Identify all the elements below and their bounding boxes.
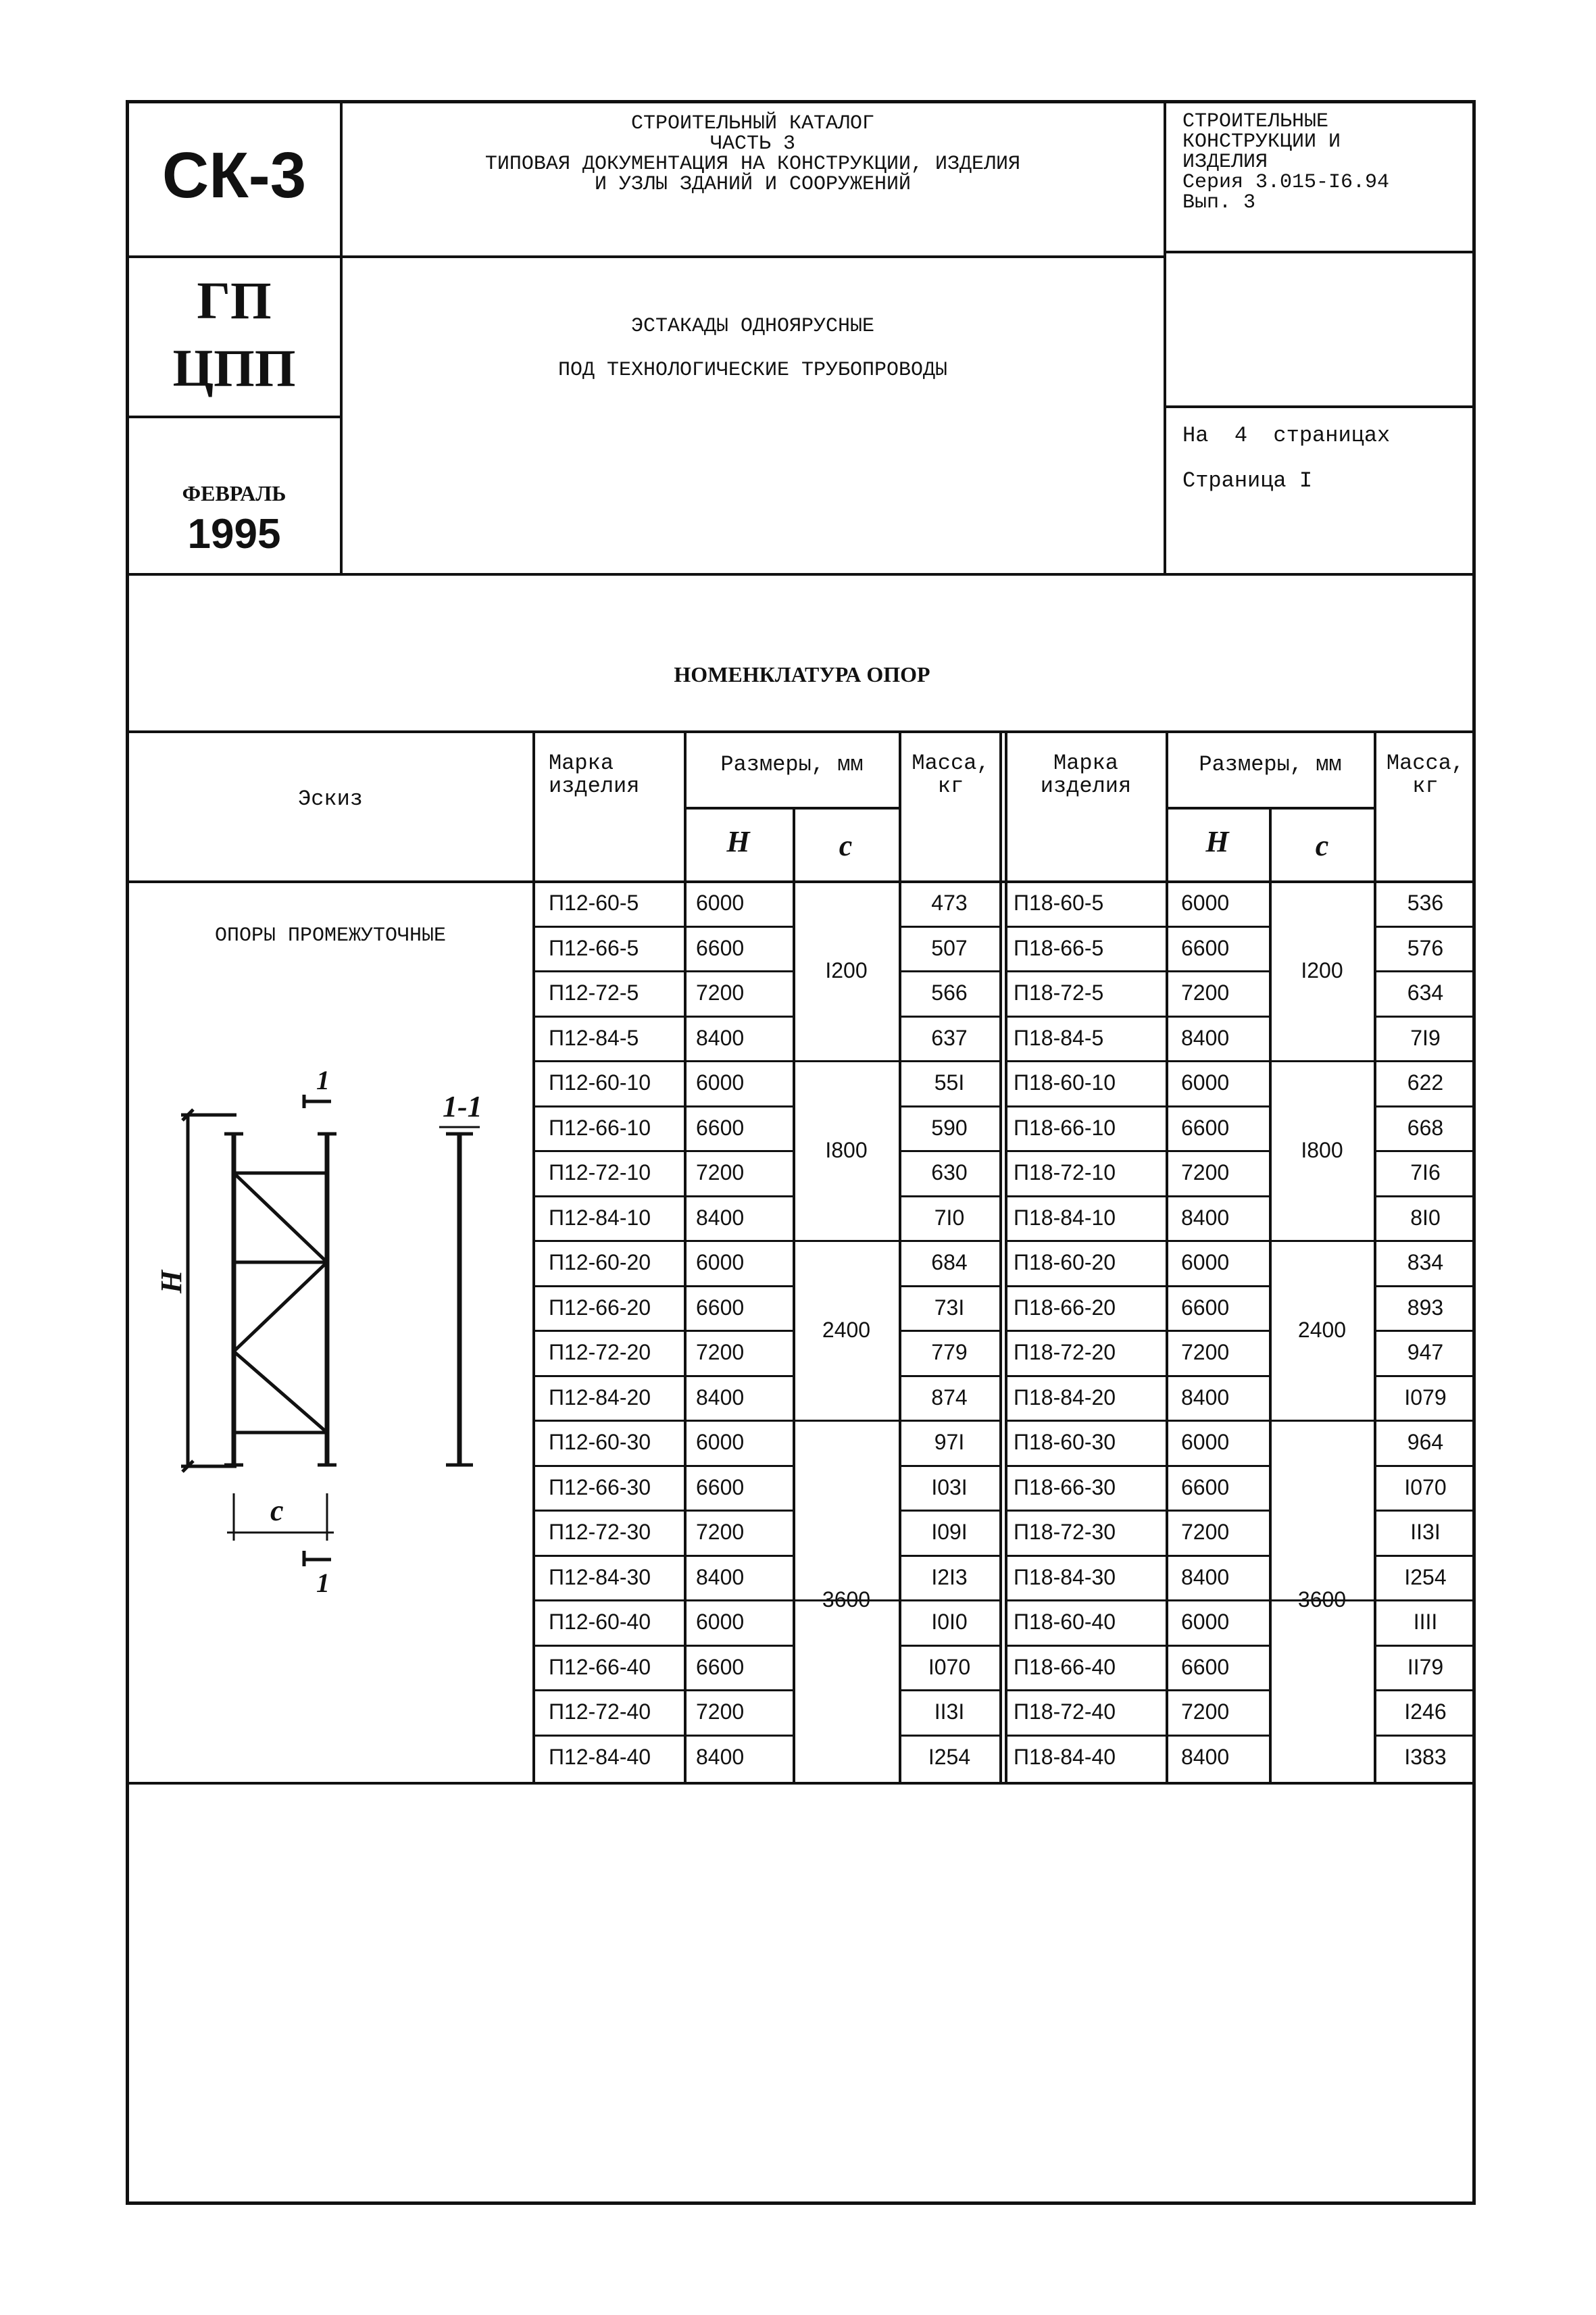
row-line (1374, 1240, 1476, 1242)
row-line (1005, 1060, 1167, 1062)
row-line (1374, 1510, 1476, 1512)
table-row-mass: I0I0 (931, 1610, 968, 1634)
catalog-title: СТРОИТЕЛЬНЫЙ КАТАЛОГ ЧАСТЬ 3 ТИПОВАЯ ДОКУМЕНТАЦИЯ НА КОНСТРУКЦИИ, ИЗДЕЛИЯ И УЗЛЫ ЗДАНИЙ И СООРУЖЕНИЙ (484, 112, 1021, 196)
table-row-h: 7200 (1181, 980, 1230, 1005)
table-row-mark: П12-60-40 (549, 1610, 651, 1634)
table-row-h: 6000 (696, 1610, 745, 1634)
table-row-mass: 73I (934, 1295, 965, 1320)
sketch-h-label: H (155, 1270, 188, 1293)
table-row-mass: I079 (1404, 1385, 1447, 1410)
table-row-h: 6600 (696, 935, 745, 960)
row-line (899, 1060, 1001, 1062)
row-line (1374, 1420, 1476, 1422)
row-line (1166, 1465, 1270, 1467)
row-line (1166, 926, 1270, 928)
table-row-mark: П12-84-30 (549, 1564, 651, 1589)
c-group-value-right: 3600 (1297, 1587, 1347, 1612)
row-line (1005, 1645, 1167, 1647)
table-row-mark: П12-66-10 (549, 1115, 651, 1140)
row-line (1374, 1195, 1476, 1197)
table-row-mass: 684 (931, 1250, 968, 1274)
row-line (899, 1735, 1001, 1737)
row-line (1005, 1465, 1167, 1467)
group-line (1166, 1240, 1375, 1242)
row-line (1005, 926, 1167, 928)
table-row-h: 8400 (696, 1564, 745, 1589)
table-row-mark: П18-66-30 (1014, 1474, 1116, 1499)
table-row-mass: 630 (931, 1160, 968, 1185)
table-row-mass: 473 (931, 891, 968, 915)
table-bottom-line (128, 1782, 1476, 1785)
table-row-h: 8400 (1181, 1025, 1230, 1050)
table-row-h: 6600 (1181, 1654, 1230, 1679)
row-line (1166, 970, 1270, 972)
table-row-mass: IIII (1413, 1610, 1438, 1634)
col-line-h (684, 730, 687, 1783)
row-line (1374, 1150, 1476, 1152)
header-c-right: c (1315, 829, 1329, 862)
table-row-h: 8400 (696, 1385, 745, 1410)
header-mass-left: Масса, кг (912, 751, 990, 799)
row-line (532, 1689, 685, 1691)
table-row-mark: П18-72-5 (1014, 980, 1104, 1005)
group-line (684, 1060, 900, 1062)
table-row-h: 7200 (1181, 1160, 1230, 1185)
sketch-section-label: 1-1 (443, 1090, 482, 1123)
table-row-mark: П12-72-30 (549, 1520, 651, 1544)
table-row-mass: 576 (1407, 935, 1444, 960)
row-line (684, 1375, 794, 1377)
row-line (899, 926, 1001, 928)
table-row-mass: 590 (931, 1115, 968, 1140)
row-line (899, 1555, 1001, 1557)
table-row-mark: П18-72-20 (1014, 1340, 1116, 1364)
table-row-mark: П18-72-30 (1014, 1520, 1116, 1544)
table-row-mark: П18-72-40 (1014, 1699, 1116, 1724)
table-row-mark: П12-84-40 (549, 1744, 651, 1769)
row-line (899, 1285, 1001, 1287)
row-line (532, 1599, 685, 1601)
row-line (1374, 970, 1476, 972)
row-line (899, 1240, 1001, 1242)
row-line (684, 970, 794, 972)
row-line (532, 1375, 685, 1377)
table-row-mark: П12-60-20 (549, 1250, 651, 1274)
table-row-mark: П12-66-5 (549, 935, 639, 960)
row-line (684, 1510, 794, 1512)
table-row-h: 6600 (696, 1474, 745, 1499)
table-row-mass: 8I0 (1410, 1205, 1441, 1230)
table-row-h: 6600 (696, 1654, 745, 1679)
row-line (899, 1105, 1001, 1107)
row-line (899, 1330, 1001, 1332)
row-line (532, 1150, 685, 1152)
subject-line2: ПОД ТЕХНОЛОГИЧЕСКИЕ ТРУБОПРОВОДЫ (557, 359, 948, 382)
table-row-mark: П18-60-5 (1014, 891, 1104, 915)
group-line (684, 1420, 900, 1422)
stamp-divider (340, 101, 343, 574)
stamp-org-line2: ЦПП (172, 339, 296, 397)
col-line-mark (532, 730, 535, 1783)
col-line-mid2 (1005, 730, 1007, 1783)
row-line (899, 1645, 1001, 1647)
row-line (899, 1150, 1001, 1152)
table-row-h: 6000 (696, 1250, 745, 1274)
table-row-mark: П12-84-10 (549, 1205, 651, 1230)
stamp-month: ФЕВРАЛЬ (182, 481, 286, 505)
c-group-value-right: I800 (1301, 1138, 1343, 1162)
row-line (1005, 1735, 1167, 1737)
table-top-line (128, 730, 1476, 733)
pages-total: На 4 страницах (1182, 423, 1391, 448)
table-row-mark: П18-60-40 (1014, 1610, 1116, 1634)
row-line (1374, 1689, 1476, 1691)
table-row-h: 6000 (696, 1070, 745, 1095)
table-row-h: 8400 (1181, 1205, 1230, 1230)
table-row-mark: П18-66-5 (1014, 935, 1104, 960)
c-group-value-left: I800 (825, 1138, 868, 1162)
row-line (1374, 1465, 1476, 1467)
table-row-mark: П12-84-5 (549, 1025, 639, 1050)
row-line (1166, 1105, 1270, 1107)
table-row-mass: 947 (1407, 1340, 1444, 1364)
subject-line1: ЭСТАКАДЫ ОДНОЯРУСНЫЕ (630, 315, 875, 338)
c-group-value-right: 2400 (1297, 1318, 1347, 1342)
row-line (532, 1420, 685, 1422)
table-header-bottom (128, 880, 1476, 883)
table-row-mass: 874 (931, 1385, 968, 1410)
row-line (1166, 1330, 1270, 1332)
sketch-c-label: c (270, 1494, 284, 1527)
table-title: НОМЕНКЛАТУРА ОПОР (674, 662, 930, 687)
header-c-left: c (839, 829, 853, 862)
row-line (899, 1420, 1001, 1422)
table-row-h: 6600 (1181, 1295, 1230, 1320)
table-row-mass: 55I (934, 1070, 965, 1095)
row-line (532, 970, 685, 972)
row-line (532, 1240, 685, 1242)
row-line (532, 1195, 685, 1197)
row-line (1166, 1555, 1270, 1557)
row-line (1374, 1016, 1476, 1018)
row-line (1374, 1060, 1476, 1062)
table-row-mass: I03I (931, 1474, 968, 1499)
header-mass-right: Масса, кг (1386, 751, 1465, 799)
row-line (532, 1285, 685, 1287)
col-line-h-right (1166, 730, 1168, 1783)
row-line (1166, 1375, 1270, 1377)
table-row-h: 6600 (696, 1295, 745, 1320)
c-group-value-left: 2400 (822, 1318, 871, 1342)
table-row-h: 7200 (696, 1340, 745, 1364)
table-row-mark: П18-84-20 (1014, 1385, 1116, 1410)
table-row-mass: II3I (1410, 1520, 1441, 1544)
table-row-mark: П12-72-20 (549, 1340, 651, 1364)
c-group-value-left: I200 (825, 958, 868, 982)
table-row-mark: П18-60-20 (1014, 1250, 1116, 1274)
table-row-mass: I383 (1404, 1744, 1447, 1769)
table-row-h: 6600 (696, 1115, 745, 1140)
table-row-mark: П18-72-10 (1014, 1160, 1116, 1185)
group-line (1166, 1420, 1375, 1422)
table-row-mark: П18-84-30 (1014, 1564, 1116, 1589)
row-line (1005, 1510, 1167, 1512)
row-line (1166, 1195, 1270, 1197)
row-line (532, 1645, 685, 1647)
table-row-mass: 536 (1407, 891, 1444, 915)
table-row-h: 6000 (696, 1430, 745, 1454)
row-line (899, 1195, 1001, 1197)
row-line (1374, 1375, 1476, 1377)
sketch-cut-top-label: 1 (316, 1065, 330, 1095)
row-line (1005, 1375, 1167, 1377)
row-line (1005, 1195, 1167, 1197)
section-divider (1164, 101, 1166, 574)
table-row-h: 8400 (696, 1744, 745, 1769)
row-line (684, 1330, 794, 1332)
catalog-section: СТРОИТЕЛЬНЫЕ КОНСТРУКЦИИ И ИЗДЕЛИЯ Серия 3.015-I6.94 Вып. 3 (1182, 110, 1390, 214)
header-h-left: H (726, 825, 750, 858)
table-row-mark: П12-84-20 (549, 1385, 651, 1410)
table-row-mass: I070 (1404, 1474, 1447, 1499)
table-row-mass: 566 (931, 980, 968, 1005)
col-line-mid1 (999, 730, 1002, 1783)
table-row-h: 7200 (696, 980, 745, 1005)
section-divider-h2 (1164, 405, 1476, 408)
table-row-mark: П18-60-10 (1014, 1070, 1116, 1095)
table-row-mark: П12-60-10 (549, 1070, 651, 1095)
table-row-mark: П12-66-40 (549, 1654, 651, 1679)
table-row-mass: I2I3 (931, 1564, 968, 1589)
table-row-h: 7200 (1181, 1520, 1230, 1544)
table-row-mass: 634 (1407, 980, 1444, 1005)
support-sketch (155, 1054, 527, 1601)
group-line (1166, 1060, 1375, 1062)
row-line (684, 1016, 794, 1018)
sketch-cut-bottom-label: 1 (316, 1568, 330, 1598)
row-line (684, 1105, 794, 1107)
table-row-h: 8400 (1181, 1385, 1230, 1410)
header-mark-left: Марка изделия (549, 751, 640, 799)
table-row-mass: I070 (928, 1654, 971, 1679)
row-line (1166, 1150, 1270, 1152)
header-sketch: Эскиз (297, 787, 363, 812)
c-group-value-left: 3600 (822, 1587, 871, 1612)
table-row-h: 6000 (1181, 1610, 1230, 1634)
row-line (899, 1016, 1001, 1018)
header-bottom-line (128, 573, 1476, 576)
table-row-mark: П12-72-40 (549, 1699, 651, 1724)
row-line (684, 1555, 794, 1557)
table-row-mass: 779 (931, 1340, 968, 1364)
table-row-mass: 637 (931, 1025, 968, 1050)
table-row-mass: II3I (934, 1699, 965, 1724)
table-row-h: 7200 (696, 1520, 745, 1544)
table-row-mark: П18-84-5 (1014, 1025, 1104, 1050)
table-row-mark: П18-66-40 (1014, 1654, 1116, 1679)
row-line (1374, 1285, 1476, 1287)
table-row-mark: П18-66-20 (1014, 1295, 1116, 1320)
row-line (1005, 1240, 1167, 1242)
header-dims-left: Размеры, мм (720, 752, 864, 777)
row-line (899, 970, 1001, 972)
row-line (1374, 1330, 1476, 1332)
table-row-h: 6000 (1181, 1430, 1230, 1454)
stamp-divider-h (128, 416, 341, 418)
group-line (684, 1240, 900, 1242)
table-row-h: 8400 (1181, 1744, 1230, 1769)
row-line (684, 926, 794, 928)
stamp-year: 1995 (187, 511, 281, 557)
row-line (1005, 1105, 1167, 1107)
header-dims-right: Размеры, мм (1199, 752, 1342, 777)
row-line (532, 1465, 685, 1467)
row-line (1005, 1330, 1167, 1332)
row-line (1005, 1599, 1167, 1601)
table-row-h: 7200 (696, 1699, 745, 1724)
row-line (532, 1105, 685, 1107)
table-row-mark: П18-66-10 (1014, 1115, 1116, 1140)
table-row-mark: П12-66-20 (549, 1295, 651, 1320)
row-line (1166, 1735, 1270, 1737)
row-line (1374, 1555, 1476, 1557)
header-mark-right: Марка изделия (1040, 751, 1132, 799)
table-row-h: 6600 (1181, 1115, 1230, 1140)
row-line (684, 1465, 794, 1467)
row-line (1005, 1150, 1167, 1152)
row-line (532, 1016, 685, 1018)
row-line (1166, 1645, 1270, 1647)
row-line (1005, 1555, 1167, 1557)
row-line (684, 1645, 794, 1647)
table-row-mass: I246 (1404, 1699, 1447, 1724)
table-row-mark: П12-72-5 (549, 980, 639, 1005)
row-line (532, 1555, 685, 1557)
table-row-h: 6600 (1181, 1474, 1230, 1499)
row-line (1374, 1599, 1476, 1601)
stamp-org-line1: ГП (197, 271, 272, 330)
table-row-mark: П18-60-30 (1014, 1430, 1116, 1454)
table-row-mass: 964 (1407, 1430, 1444, 1454)
table-row-mass: II79 (1407, 1654, 1444, 1679)
row-line (899, 1599, 1001, 1601)
c-group-value-right: I200 (1301, 958, 1343, 982)
row-line (1374, 1105, 1476, 1107)
table-row-mass: I254 (928, 1744, 971, 1769)
row-line (899, 1689, 1001, 1691)
table-row-mass: 893 (1407, 1295, 1444, 1320)
table-row-mark: П18-84-10 (1014, 1205, 1116, 1230)
table-row-h: 8400 (1181, 1564, 1230, 1589)
table-row-mark: П12-60-5 (549, 891, 639, 915)
row-line (684, 1285, 794, 1287)
table-row-mass: 7I9 (1410, 1025, 1441, 1050)
table-row-mass: 97I (934, 1430, 965, 1454)
row-line (532, 1330, 685, 1332)
row-line (1005, 1285, 1167, 1287)
table-row-mass: 668 (1407, 1115, 1444, 1140)
row-line (1166, 1689, 1270, 1691)
table-row-mass: 7I0 (934, 1205, 965, 1230)
table-row-h: 7200 (1181, 1340, 1230, 1364)
row-line (532, 1510, 685, 1512)
table-row-h: 6600 (1181, 935, 1230, 960)
table-row-h: 7200 (1181, 1699, 1230, 1724)
table-row-h: 6000 (1181, 1070, 1230, 1095)
table-row-mass: 834 (1407, 1250, 1444, 1274)
row-line (1166, 1510, 1270, 1512)
table-row-h: 8400 (696, 1025, 745, 1050)
table-row-mass: I09I (931, 1520, 968, 1544)
row-line (1374, 1735, 1476, 1737)
section-divider-h1 (1164, 251, 1476, 253)
table-row-h: 6000 (1181, 1250, 1230, 1274)
table-row-h: 7200 (696, 1160, 745, 1185)
table-row-mass: 622 (1407, 1070, 1444, 1095)
table-row-h: 6000 (1181, 891, 1230, 915)
row-line (532, 1735, 685, 1737)
row-line (1166, 1285, 1270, 1287)
table-row-h: 8400 (696, 1205, 745, 1230)
title-divider (128, 255, 1165, 258)
table-row-mark: П12-72-10 (549, 1160, 651, 1185)
row-line (1374, 926, 1476, 928)
row-line (1005, 1016, 1167, 1018)
table-row-mass: 7I6 (1410, 1160, 1441, 1185)
row-line (899, 1375, 1001, 1377)
row-line (684, 1195, 794, 1197)
table-row-mark: П12-66-30 (549, 1474, 651, 1499)
table-row-mark: П18-84-40 (1014, 1744, 1116, 1769)
row-line (684, 1735, 794, 1737)
row-line (532, 926, 685, 928)
dims-subheader-line-left (684, 807, 900, 810)
row-line (899, 1465, 1001, 1467)
stamp-code: СК-3 (161, 139, 307, 211)
row-line (1166, 1016, 1270, 1018)
row-line (1005, 970, 1167, 972)
row-line (899, 1510, 1001, 1512)
row-line (684, 1689, 794, 1691)
row-line (532, 1060, 685, 1062)
header-h-right: H (1205, 825, 1229, 858)
row-line (1005, 1689, 1167, 1691)
row-line (1374, 1645, 1476, 1647)
page-current: Страница I (1182, 468, 1313, 493)
row-line (1005, 1420, 1167, 1422)
sketch-caption: ОПОРЫ ПРОМЕЖУТОЧНЫЕ (214, 924, 447, 947)
table-row-mass: 507 (931, 935, 968, 960)
row-line (684, 1150, 794, 1152)
table-row-mass: I254 (1404, 1564, 1447, 1589)
table-row-mark: П12-60-30 (549, 1430, 651, 1454)
table-row-h: 6000 (696, 891, 745, 915)
